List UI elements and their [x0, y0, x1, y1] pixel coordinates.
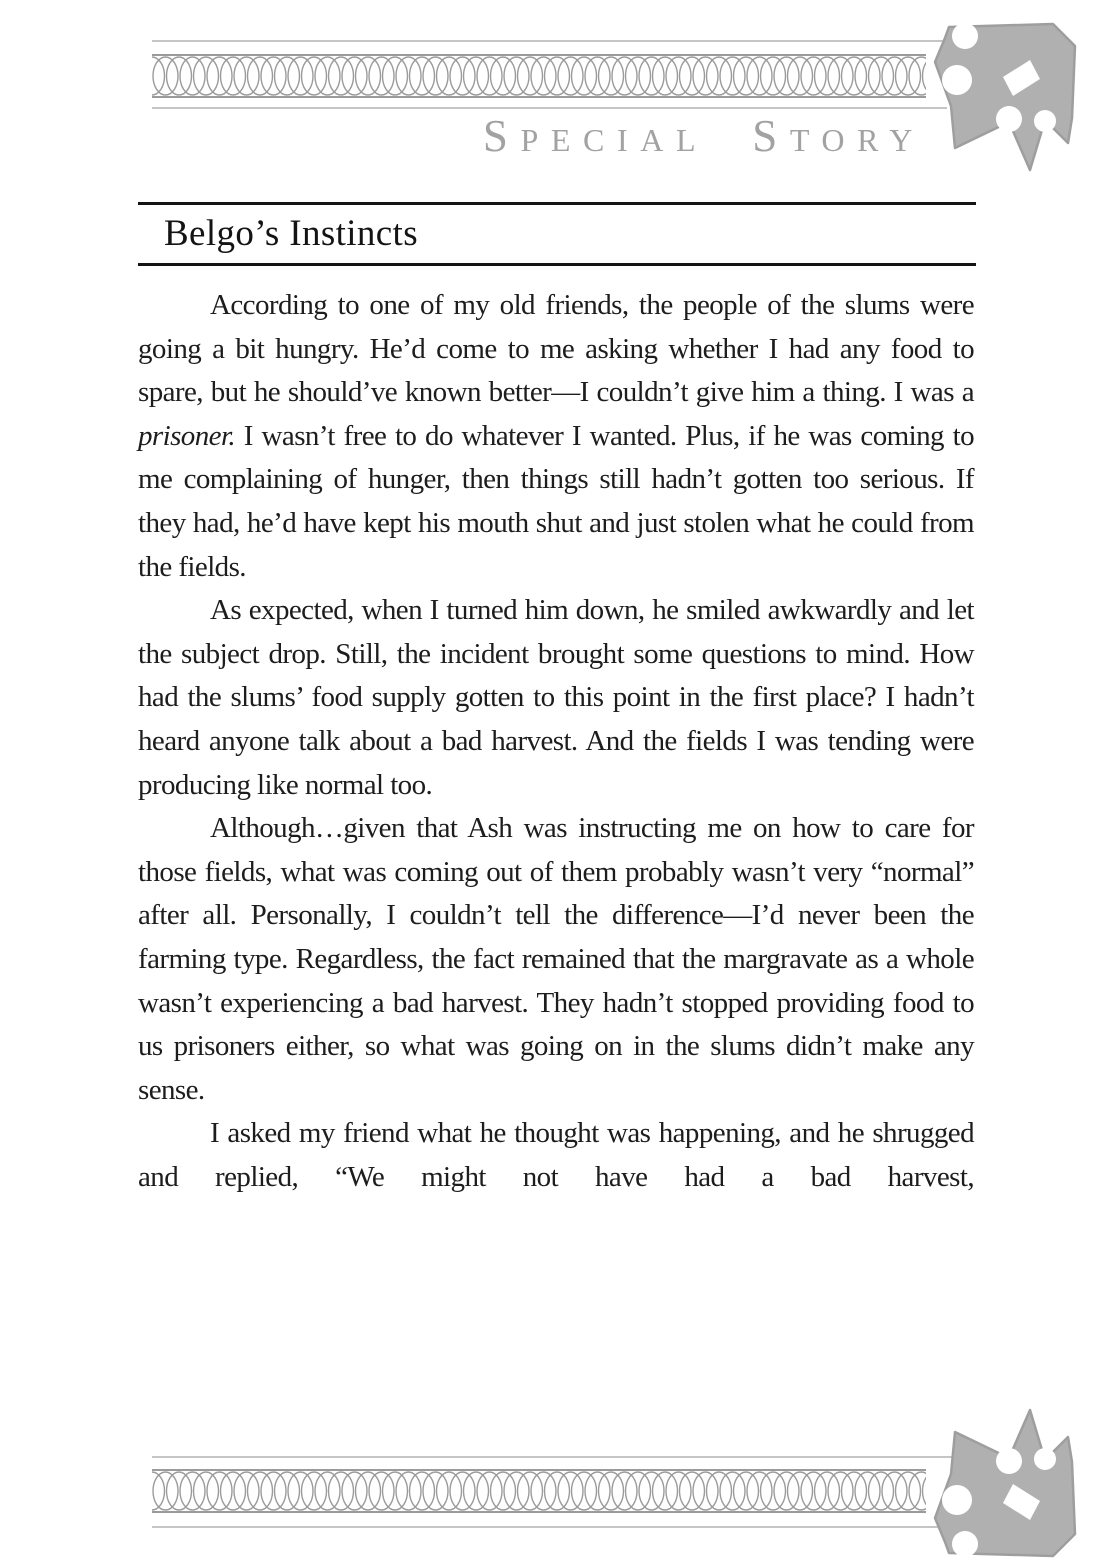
paragraph-1: [138, 284, 974, 589]
story-text: [138, 284, 974, 1199]
bottom-oval-chain-border: [152, 1457, 967, 1527]
chapter-title-block: [138, 202, 976, 266]
crown-emblem-flipped-icon: [935, 1410, 1075, 1557]
paragraph-1-text: According to one of my old friends, the people of the slums were going a bit hungry. He’d come to me asking whether I had any food to spare, but he should’ve known better—I couldn’t give him a thing. I was a: [138, 289, 974, 409]
crown-emblem-icon: [935, 23, 1075, 170]
paragraph-4: [138, 1112, 974, 1199]
paragraph-2: [138, 589, 974, 807]
paragraph-1-italic: prisoner.: [138, 419, 236, 452]
top-oval-chain-border: [152, 41, 950, 108]
chapter-title: Belgo’s Instincts: [164, 213, 418, 254]
paragraph-3-text: Although…given that Ash was instructing me on how to care for those fields, what was coming out of them probably wasn’t very “normal” after all. Personally, I couldn’t tell the difference—I’d never been the farming type. Regardless, the fact remained that the margravate as a whole wasn’t experiencing a bad harvest. They hadn’t stopped providing food to us prisoners either, so what was going on in the slums didn’t make any sense.: [138, 812, 974, 1106]
paragraph-1-text-cont: I wasn’t free to do whatever I wanted. Plus, if he was coming to me complaining of hunger, then things still hadn’t gotten too serious. If they had, he’d have kept his mouth shut and just stolen what he could from the fields.: [138, 419, 974, 583]
section-header: Special Story: [482, 111, 925, 161]
paragraph-2-text: As expected, when I turned him down, he smiled awkwardly and let the subject drop. Still, the incident brought some questions to mind. How had the slums’ food supply gotten to this point in the first place? I hadn’t heard anyone talk about a bad harvest. And the fields I was tending were producing like normal too.: [138, 594, 974, 801]
paragraph-4-text: I asked my friend what he thought was happening, and he shrugged and replied, “We might not have had a bad harvest,: [138, 1117, 974, 1193]
paragraph-3: [138, 807, 974, 1112]
